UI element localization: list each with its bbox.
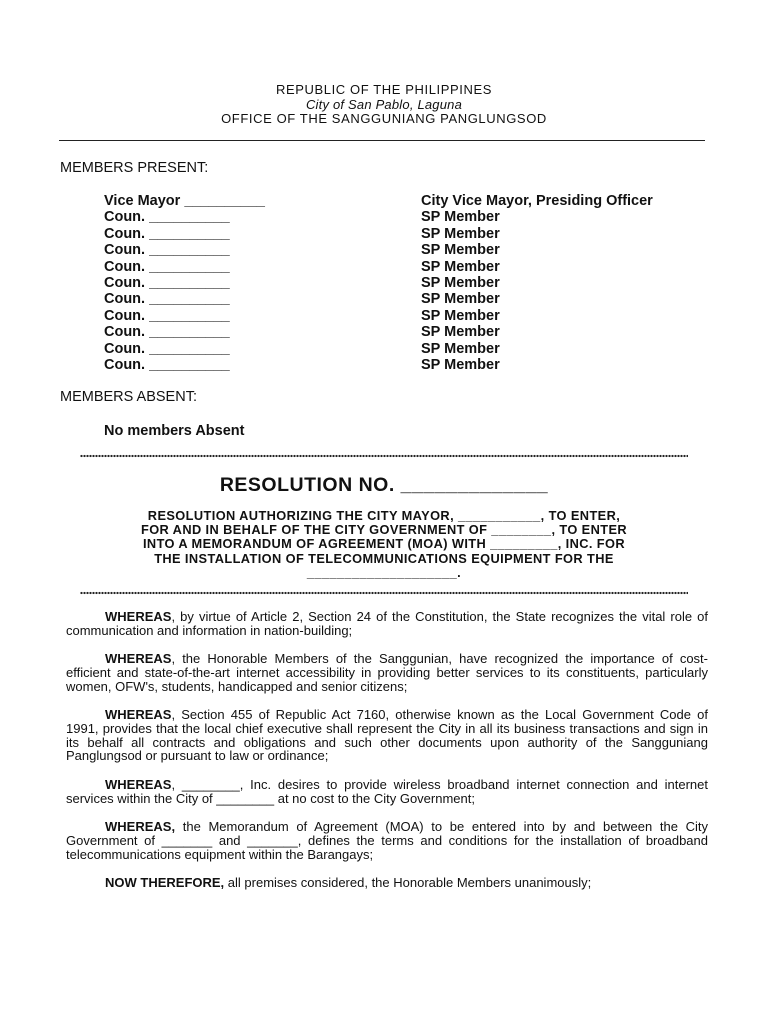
- clause-lead: WHEREAS,: [105, 819, 176, 834]
- member-role: SP Member: [421, 356, 500, 373]
- member-row: [104, 308, 724, 324]
- clause-text: all premises considered, the Honorable Members unanimously;: [224, 875, 592, 890]
- member-row: [104, 275, 724, 291]
- member-role: City Vice Mayor, Presiding Officer: [421, 193, 653, 209]
- member-name: Coun. __________: [104, 274, 230, 291]
- clause-lead: WHEREAS: [105, 707, 172, 722]
- clause-text: , ________, Inc. desires to provide wireless broadband internet connection and internet services within the City of ________ at no cost to the City Government;: [66, 777, 708, 806]
- clause-text: , Section 455 of Republic Act 7160, otherwise known as the Local Government Code of 1991, provides that the local chief executive shall represent the City in all its business transactions and sign in its behalf all contracts and obligations and such other documents upon authority of the Sangguniang Panglungsod or pursuant to law or ordinance;: [66, 707, 708, 764]
- member-name: Coun. __________: [104, 324, 230, 341]
- resolution-title: RESOLUTION NO. _____________: [219, 474, 549, 496]
- member-name: Coun. __________: [104, 307, 230, 324]
- member-name: Coun. __________: [104, 258, 230, 275]
- member-role: SP Member: [421, 340, 500, 357]
- clause-text: , by virtue of Article 2, Section 24 of the Constitution, the State recognizes the vital role of communication and information in nation-building;: [66, 609, 708, 638]
- members-absent-heading: MEMBERS ABSENT:: [60, 389, 197, 405]
- member-name: Coun. __________: [104, 242, 230, 259]
- member-row: [104, 341, 724, 357]
- resolution-subject-line: RESOLUTION AUTHORIZING THE CITY MAYOR, ___________, TO ENTER,: [147, 508, 621, 523]
- members-absent-text: No members Absent: [104, 423, 245, 439]
- member-role: SP Member: [421, 225, 500, 242]
- member-name: Coun. __________: [104, 209, 230, 226]
- members-present-list: [104, 193, 724, 373]
- whereas-clause: [66, 778, 708, 806]
- member-row: [104, 291, 724, 307]
- clause-lead: WHEREAS: [105, 651, 172, 666]
- member-row: [104, 242, 724, 258]
- now-therefore-clause: [66, 876, 708, 890]
- member-name: Coun. __________: [104, 340, 230, 357]
- header-office: OFFICE OF THE SANGGUNIANG PANGLUNGSOD: [221, 111, 547, 126]
- member-row: [104, 226, 724, 242]
- header-city: City of San Pablo, Laguna: [305, 97, 463, 112]
- member-name: Vice Mayor __________: [104, 193, 265, 209]
- member-role: SP Member: [421, 307, 500, 324]
- member-row: [104, 324, 724, 340]
- whereas-clause: [66, 708, 708, 763]
- header-republic: REPUBLIC OF THE PHILIPPINES: [275, 82, 493, 97]
- member-role: SP Member: [421, 242, 500, 259]
- member-name: Coun. __________: [104, 225, 230, 242]
- member-name: Coun. __________: [104, 356, 230, 373]
- resolution-subject-line: FOR AND IN BEHALF OF THE CITY GOVERNMENT OF ________, TO ENTER: [140, 522, 628, 538]
- clause-lead: NOW THEREFORE,: [105, 875, 225, 890]
- member-row: [104, 209, 724, 225]
- clause-lead: WHEREAS: [105, 609, 172, 624]
- member-row: [104, 357, 724, 373]
- member-row: [104, 259, 724, 275]
- member-role: SP Member: [421, 291, 500, 308]
- members-present-heading: MEMBERS PRESENT:: [60, 160, 209, 176]
- clause-lead: WHEREAS: [105, 777, 172, 792]
- whereas-clause: [66, 652, 708, 693]
- clause-text: , the Honorable Members of the Sanggunian, have recognized the importance of cost-efficient and state-of-the-art internet accessibility in providing better services to its constituents, particularly women, OFW's, students, handicapped and senior citizens;: [66, 651, 708, 694]
- member-role: SP Member: [421, 209, 500, 226]
- header-divider: [59, 140, 705, 141]
- member-role: SP Member: [421, 258, 500, 275]
- clause-text: the Memorandum of Agreement (MOA) to be entered into by and between the City Government of _______ and _______, defines the terms and conditions for the installation of broadband telecommunications equipment within the Barangays;: [66, 819, 708, 862]
- resolution-subject-line: INTO A MEMORANDUM OF AGREEMENT (MOA) WITH _________, INC. FOR: [142, 536, 626, 552]
- member-role: SP Member: [421, 274, 500, 291]
- whereas-clause: [66, 820, 708, 861]
- member-row: [104, 193, 724, 209]
- resolution-subject-line: ____________________.: [306, 564, 462, 580]
- resolution-subject: [100, 509, 668, 580]
- member-name: Coun. __________: [104, 291, 230, 308]
- member-role: SP Member: [421, 324, 500, 341]
- resolution-subject-line: THE INSTALLATION OF TELECOMMUNICATIONS EQUIPMENT FOR THE: [154, 550, 614, 566]
- whereas-clause: [66, 610, 708, 638]
- dotted-divider: [80, 454, 688, 458]
- dotted-divider: [80, 591, 688, 595]
